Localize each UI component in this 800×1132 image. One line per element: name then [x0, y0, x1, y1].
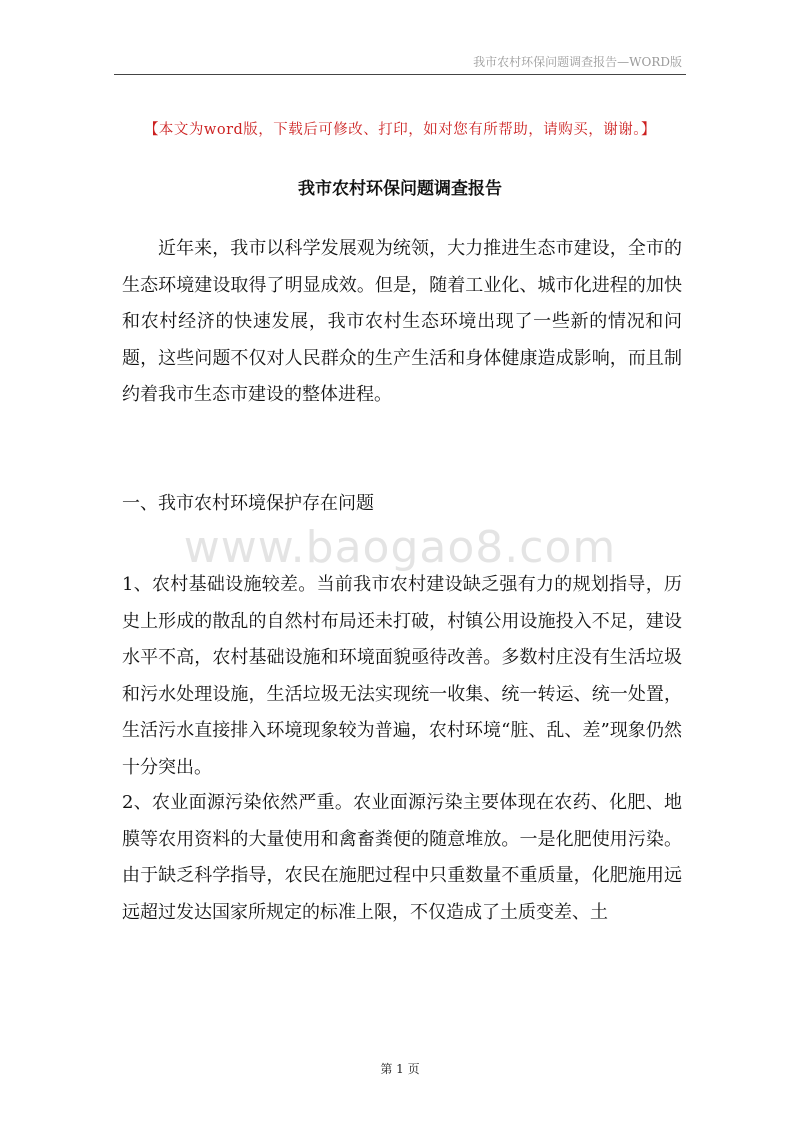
- watermark: www.baogao8.com: [183, 522, 617, 573]
- header-divider: [114, 74, 686, 75]
- page-number: 第 1 页: [380, 1062, 420, 1076]
- section-heading: 一、我市农村环境保护存在问题: [122, 493, 374, 514]
- point-2-paragraph: 2、农业面源污染依然严重。农业面源污染主要体现在农药、化肥、地膜等农用资料的大量使用和禽畜粪便的随意堆放。一是化肥使用污染。由于缺乏科学指导，农民在施肥过程中只重数量不重质量，化肥施用远远超过发达国家所规定的标准上限，不仅造成了土质变差、土: [122, 792, 682, 923]
- running-header: 我市农村环保问题调查报告—WORD版: [473, 55, 682, 69]
- point-1-paragraph: 1、农村基础设施较差。当前我市农村建设缺乏强有力的规划指导，历史上形成的散乱的自然村布局还未打破，村镇公用设施投入不足，建设水平不高，农村基础设施和环境面貌亟待改善。多数村庄没有生活垃圾和污水处理设施，生活垃圾无法实现统一收集、统一转运、统一处置，生活污水直接排入环境现象较为普遍，农村环境“脏、乱、差”现象仍然十分突出。: [122, 574, 682, 778]
- document-title: 我市农村环保问题调查报告: [298, 179, 502, 199]
- purchase-notice: 【本文为word版，下载后可修改、打印，如对您有所帮助，请购买，谢谢。】: [143, 122, 657, 138]
- intro-paragraph: 近年来，我市以科学发展观为统领，大力推进生态市建设，全市的生态环境建设取得了明显成效。但是，随着工业化、城市化进程的加快和农村经济的快速发展，我市农村生态环境出现了一些新的情况和问题，这些问题不仅对人民群众的生产生活和身体健康造成影响，而且制约着我市生态市建设的整体进程。: [122, 238, 682, 405]
